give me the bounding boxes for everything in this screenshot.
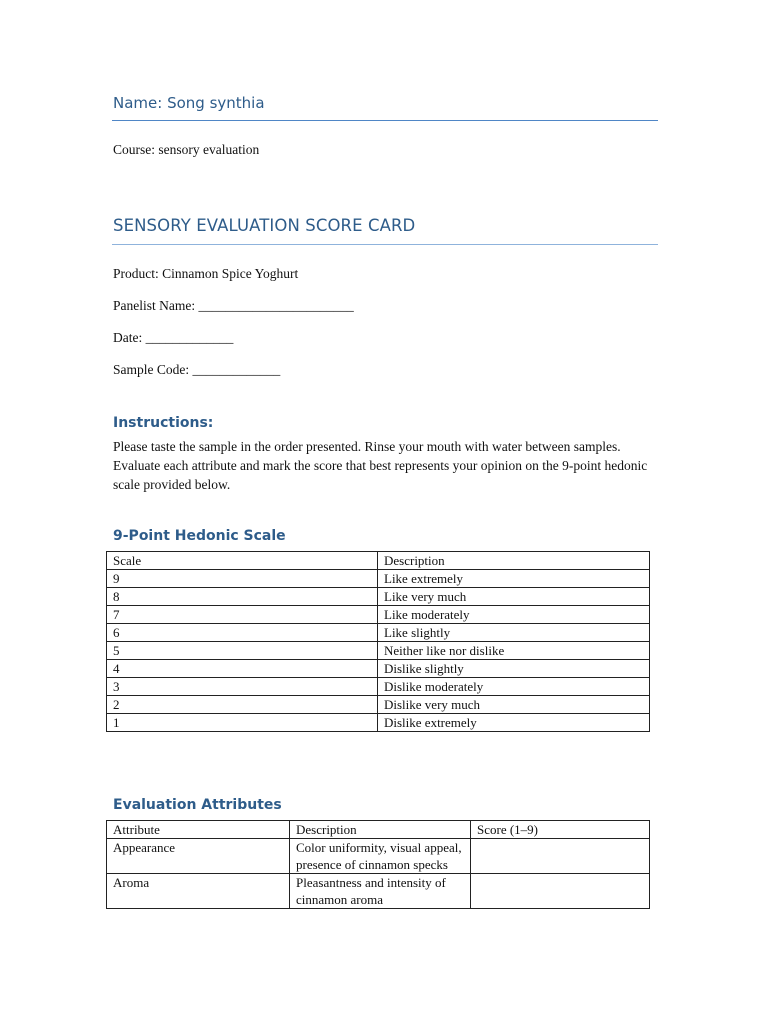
scale-cell: 7: [107, 606, 378, 624]
hedonic-scale-heading: 9-Point Hedonic Scale: [113, 528, 286, 544]
header-cell: Description: [290, 821, 471, 839]
name-divider: [112, 120, 658, 121]
score-cell[interactable]: [471, 874, 650, 909]
description-cell: Dislike moderately: [378, 678, 650, 696]
instructions-heading: Instructions:: [113, 415, 214, 431]
scale-cell: 8: [107, 588, 378, 606]
score-card-title: SENSORY EVALUATION SCORE CARD: [113, 216, 416, 235]
description-cell: Like very much: [378, 588, 650, 606]
evaluation-attributes-table: [106, 820, 650, 909]
table-row: [107, 874, 650, 909]
scale-cell: 5: [107, 642, 378, 660]
panelist-name-field: Panelist Name: _______________________: [113, 298, 354, 313]
table-header-row: [107, 552, 650, 570]
course-line: Course: sensory evaluation: [113, 142, 260, 157]
header-cell: Attribute: [107, 821, 290, 839]
scale-cell: 6: [107, 624, 378, 642]
scale-cell: 1: [107, 714, 378, 732]
header-cell: Scale: [107, 552, 378, 570]
scale-cell: 3: [107, 678, 378, 696]
table-row: [107, 678, 650, 696]
description-cell: Dislike slightly: [378, 660, 650, 678]
table-row: [107, 570, 650, 588]
attribute-cell: Appearance: [107, 839, 290, 874]
date-field: Date: _____________: [113, 330, 234, 345]
description-cell: Like extremely: [378, 570, 650, 588]
attribute-cell: Aroma: [107, 874, 290, 909]
table-row: [107, 624, 650, 642]
description-cell: Color uniformity, visual appeal, presence of cinnamon specks: [290, 839, 471, 874]
title-divider: [112, 244, 658, 245]
description-cell: Neither like nor dislike: [378, 642, 650, 660]
description-cell: Dislike extremely: [378, 714, 650, 732]
table-row: [107, 839, 650, 874]
table-row: [107, 642, 650, 660]
table-header-row: [107, 821, 650, 839]
scale-cell: 9: [107, 570, 378, 588]
sample-code-field: Sample Code: _____________: [113, 362, 281, 377]
description-cell: Like moderately: [378, 606, 650, 624]
description-cell: Pleasantness and intensity of cinnamon aroma: [290, 874, 471, 909]
table-row: [107, 588, 650, 606]
header-cell: Description: [378, 552, 650, 570]
product-line: Product: Cinnamon Spice Yoghurt: [113, 266, 299, 281]
table-row: [107, 606, 650, 624]
header-cell: Score (1–9): [471, 821, 650, 839]
scale-cell: 2: [107, 696, 378, 714]
description-cell: Like slightly: [378, 624, 650, 642]
evaluation-attributes-heading: Evaluation Attributes: [113, 797, 282, 813]
table-row: [107, 714, 650, 732]
description-cell: Dislike very much: [378, 696, 650, 714]
instructions-text: Please taste the sample in the order presented. Rinse your mouth with water between samples. Evaluate each attribute and mark the score that best represents your opinion on the 9-point hedonic scale provided below.: [113, 439, 648, 492]
score-cell[interactable]: [471, 839, 650, 874]
table-row: [107, 660, 650, 678]
table-row: [107, 696, 650, 714]
hedonic-scale-table: [106, 551, 650, 732]
scale-cell: 4: [107, 660, 378, 678]
name-heading: Name: Song synthia: [113, 94, 265, 112]
